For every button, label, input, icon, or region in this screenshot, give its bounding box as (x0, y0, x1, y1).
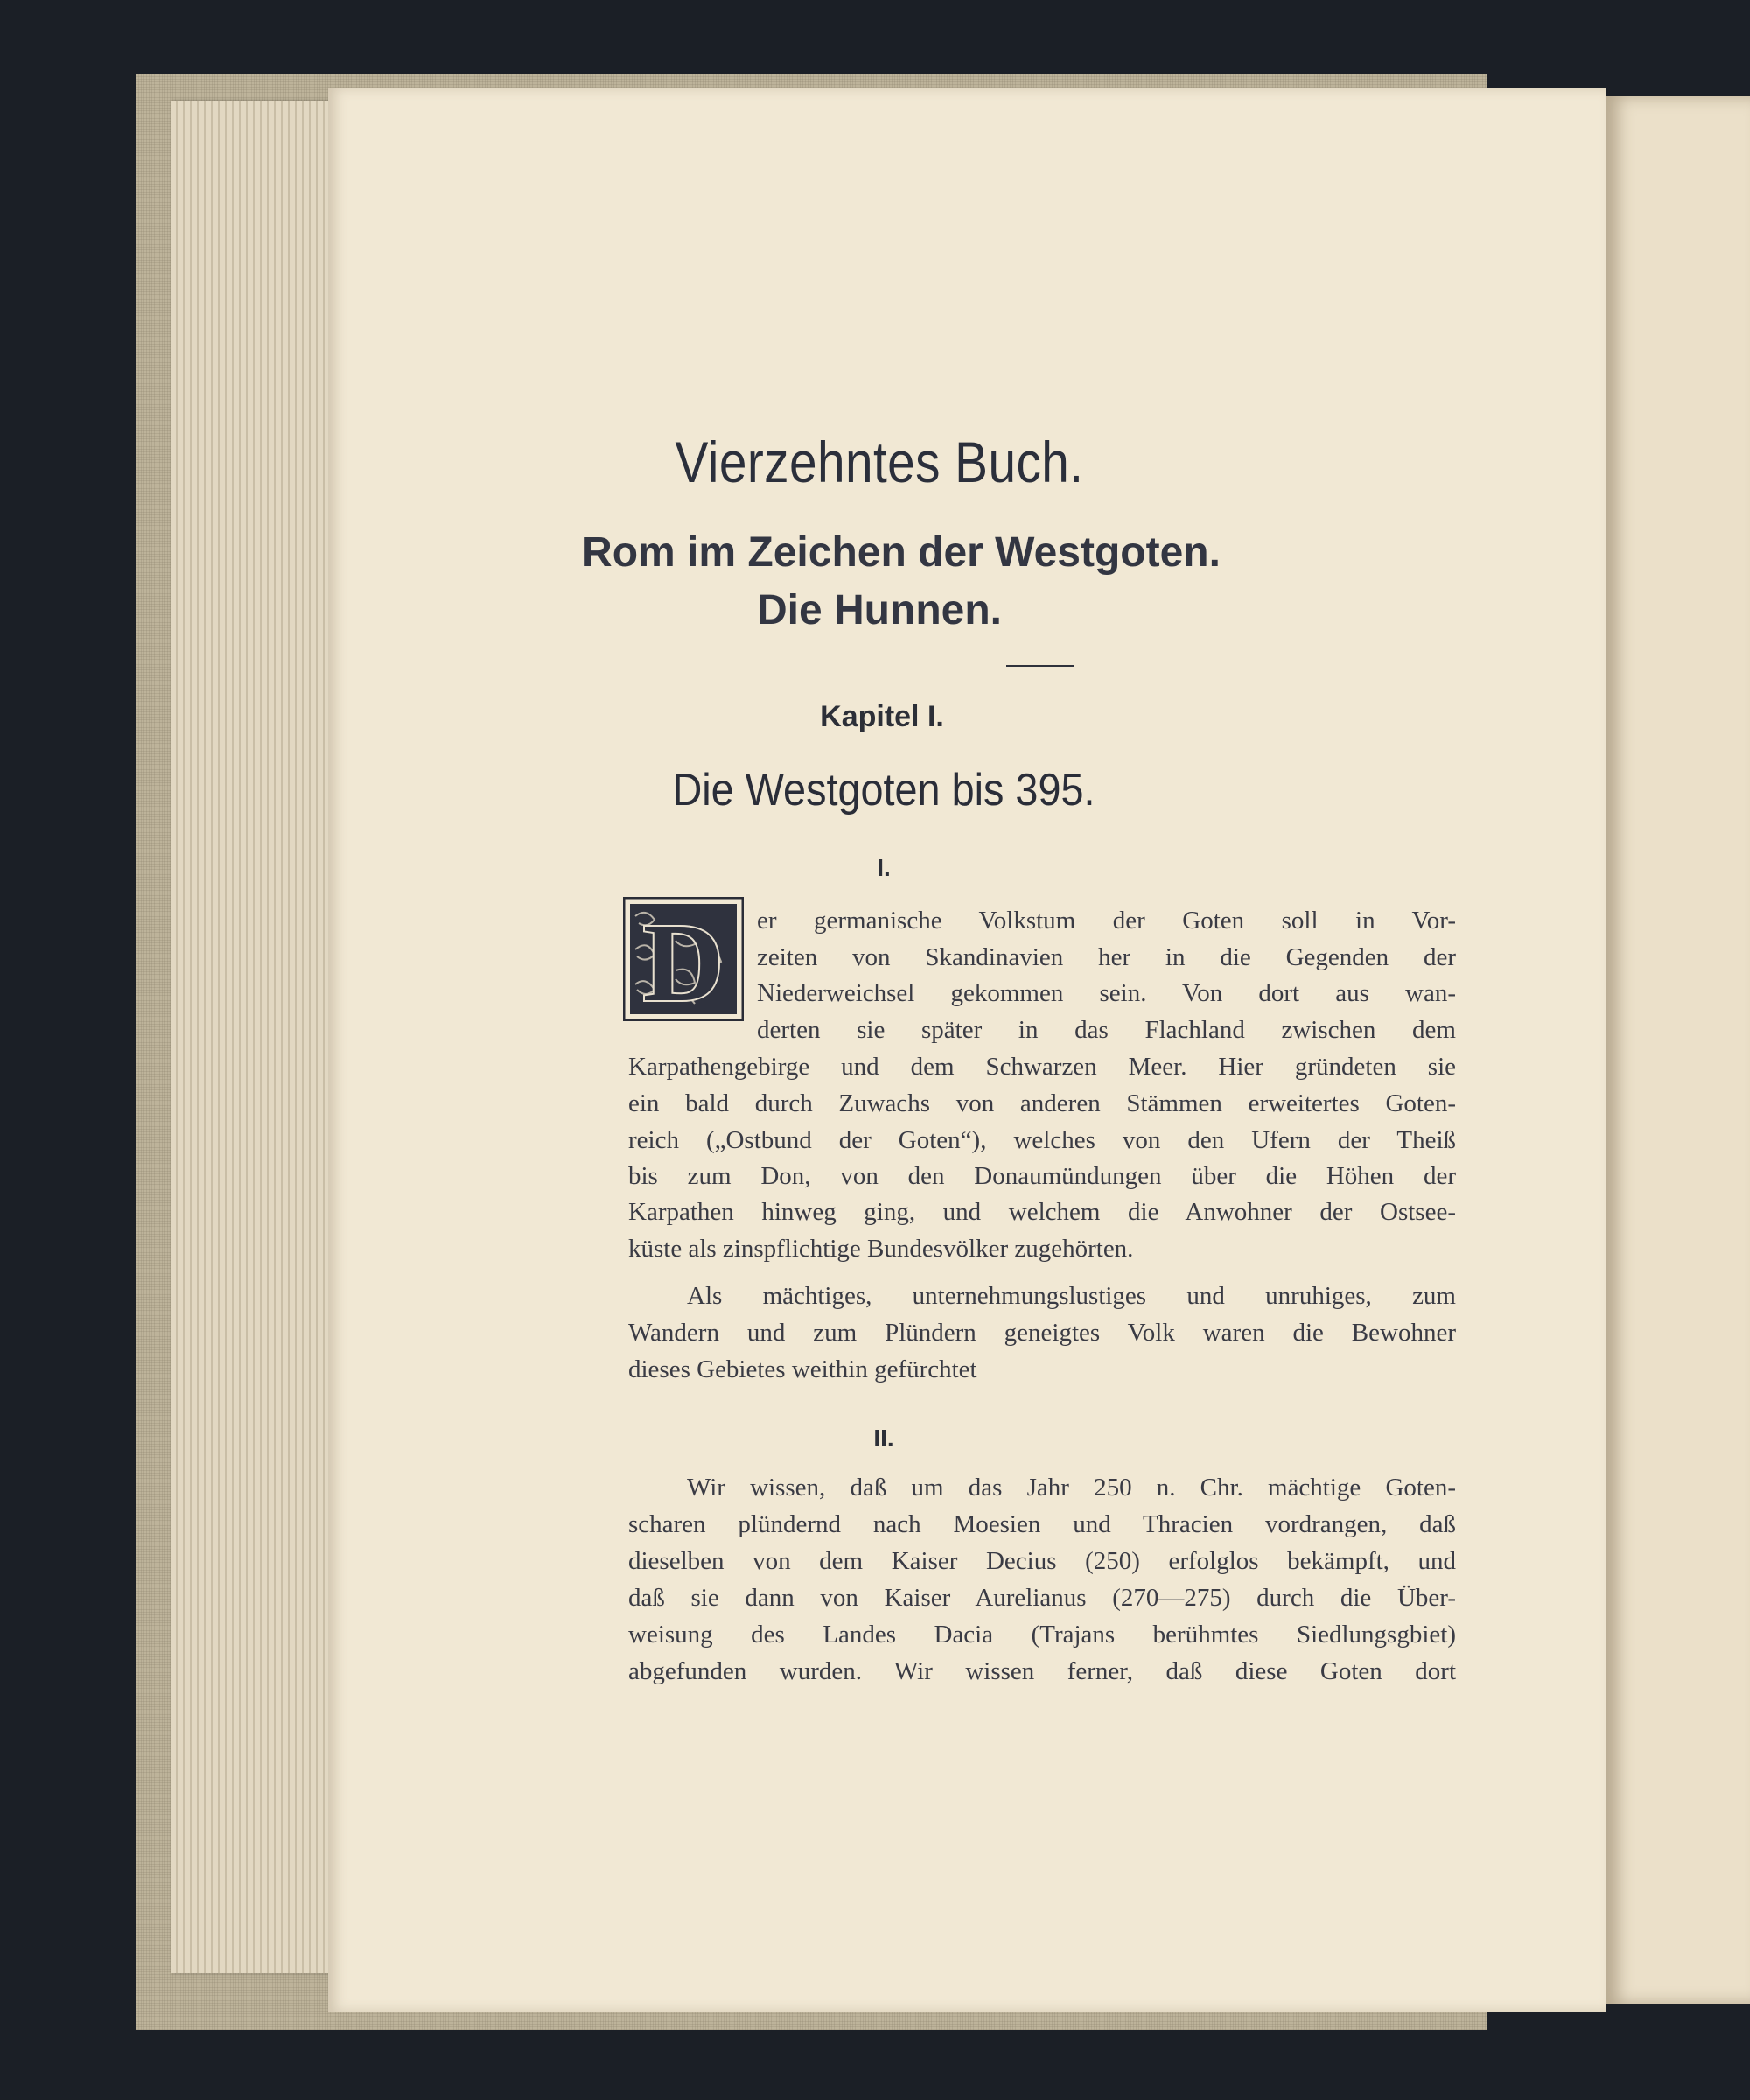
text-line: Niederweichsel gekommen sein. Von dort aus wan- (757, 979, 1456, 1007)
text-line: dieses Gebietes weithin gefürchtet (628, 1355, 977, 1383)
text-line: bis zum Don, von den Donaumündungen über die Höhen der (628, 1162, 1456, 1190)
text-line: küste als zinspflichtige Bundesvölker zugehörten. (628, 1235, 1134, 1263)
text-line: daß sie dann von Kaiser Aurelianus (270—275) durch die Über- (628, 1584, 1456, 1612)
book-subtitle-line-1: Rom im Zeichen der Westgoten. (582, 529, 1221, 576)
page-edges (171, 101, 332, 1973)
ornamental-initial (623, 897, 744, 1021)
book-subtitle-line-2: Die Hunnen. (756, 587, 1002, 634)
right-page-edge (1606, 96, 1750, 2004)
chapter-title: Die Westgoten bis 395. (672, 765, 1096, 816)
book-title: Vierzehntes Buch. (675, 430, 1084, 494)
text-line: Karpathengebirge und dem Schwarzen Meer. Hier gründeten sie (628, 1053, 1456, 1081)
text-line: dieselben von dem Kaiser Decius (250) erfolglos bekämpft, und (628, 1547, 1456, 1575)
text-line: Wandern und zum Plündern geneigtes Volk waren die Bewohner (628, 1319, 1456, 1347)
text-line: Wir wissen, daß um das Jahr 250 n. Chr. mächtige Goten- (687, 1474, 1456, 1502)
text-line: abgefunden wurden. Wir wissen ferner, daß diese Goten dort (628, 1657, 1456, 1685)
text-line: Karpathen hinweg ging, und welchem die Anwohner der Ostsee- (628, 1198, 1456, 1226)
text-line: zeiten von Skandinavien her in die Gegenden der (757, 943, 1456, 971)
chapter-label: Kapitel I. (820, 700, 944, 733)
text-line: er germanische Volkstum der Goten soll in Vor- (757, 906, 1456, 934)
title-divider (1006, 665, 1074, 667)
text-line: scharen plündernd nach Moesien und Thracien vordrangen, daß (628, 1510, 1456, 1538)
text-line: derten sie später in das Flachland zwischen dem (757, 1016, 1456, 1044)
text-line: weisung des Landes Dacia (Trajans berühmtes Siedlungsgbiet) (628, 1620, 1456, 1648)
section-numeral-2: II. (873, 1424, 894, 1452)
text-line: ein bald durch Zuwachs von anderen Stämmen erweitertes Goten- (628, 1089, 1456, 1117)
section-numeral-1: I. (877, 854, 891, 881)
text-line: Als mächtiges, unternehmungslustiges und unruhiges, zum (687, 1282, 1456, 1310)
text-line: reich („Ostbund der Goten“), welches von den Ufern der Theiß (628, 1126, 1456, 1154)
initial-letter: D (642, 900, 724, 1021)
